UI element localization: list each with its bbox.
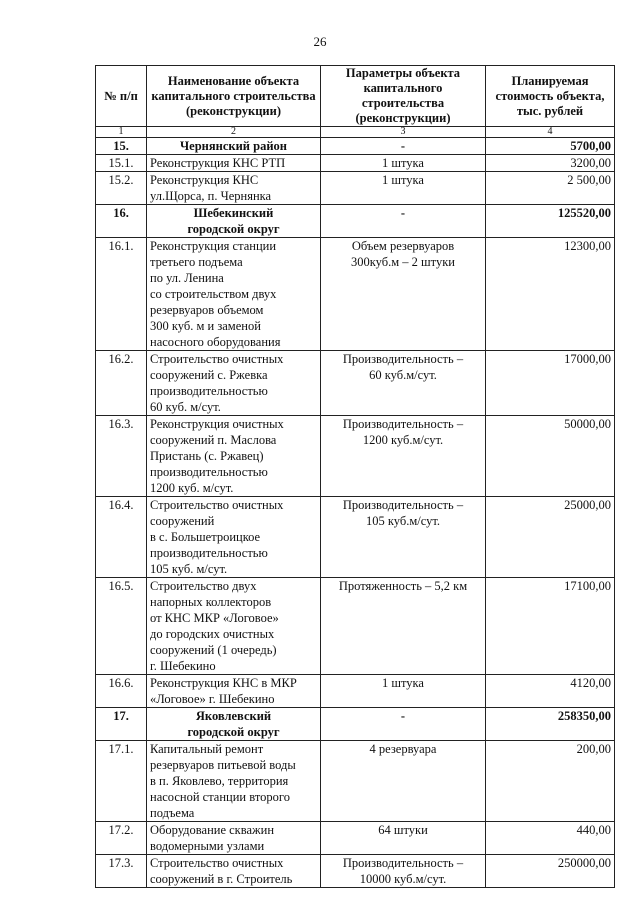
row-number: 15.2. [96, 172, 147, 205]
header-cost: Планируемая стоимость объекта, тыс. рублей [486, 66, 615, 127]
object-name: Реконструкция станции третьего подъема по ул. Ленина со строительством двух резервуаров объемом 300 куб. м и заменой насосного оборудования [147, 238, 321, 351]
object-parameters: Производительность – 10000 куб.м/сут. [321, 855, 486, 888]
object-name: Капитальный ремонт резервуаров питьевой воды в п. Яковлево, территория насосной станции второго подъема [147, 741, 321, 822]
object-parameters: Объем резервуаров 300куб.м – 2 штуки [321, 238, 486, 351]
row-number: 16.6. [96, 675, 147, 708]
objects-table [95, 65, 615, 888]
row-number: 16.2. [96, 351, 147, 416]
section-row [96, 138, 615, 155]
object-cost: 17000,00 [486, 351, 615, 416]
object-cost: 25000,00 [486, 497, 615, 578]
table-row [96, 238, 615, 351]
row-number: 16.3. [96, 416, 147, 497]
object-name: Реконструкция КНС в МКР «Логовое» г. Шебекино [147, 675, 321, 708]
row-number: 15.1. [96, 155, 147, 172]
object-parameters: - [321, 138, 486, 155]
table-row [96, 578, 615, 675]
column-number: 2 [147, 127, 321, 138]
page-number: 26 [313, 34, 327, 49]
object-cost: 12300,00 [486, 238, 615, 351]
object-cost: 17100,00 [486, 578, 615, 675]
column-number: 4 [486, 127, 615, 138]
object-cost: 4120,00 [486, 675, 615, 708]
object-parameters: 64 штуки [321, 822, 486, 855]
object-parameters: Производительность – 60 куб.м/сут. [321, 351, 486, 416]
object-parameters: Производительность – 105 куб.м/сут. [321, 497, 486, 578]
row-number: 16.1. [96, 238, 147, 351]
row-number: 16.4. [96, 497, 147, 578]
object-cost: 250000,00 [486, 855, 615, 888]
table-header-row [96, 66, 615, 127]
object-name: Яковлевский городской округ [147, 708, 321, 741]
table-row [96, 416, 615, 497]
table-row [96, 675, 615, 708]
object-name: Строительство очистных сооружений в с. Большетроицкое производительностью 105 куб. м/сут. [147, 497, 321, 578]
object-name: Оборудование скважин водомерными узлами [147, 822, 321, 855]
object-name: Строительство двух напорных коллекторов от КНС МКР «Логовое» до городских очистных сооружений (1 очередь) г. Шебекино [147, 578, 321, 675]
header-parameters: Параметры объекта капитального строительства (реконструкции) [321, 66, 486, 127]
object-parameters: 1 штука [321, 675, 486, 708]
object-name: Реконструкция КНС ул.Щорса, п. Чернянка [147, 172, 321, 205]
row-number: 17. [96, 708, 147, 741]
object-parameters: 1 штука [321, 172, 486, 205]
column-number: 3 [321, 127, 486, 138]
section-row [96, 708, 615, 741]
object-parameters: - [321, 708, 486, 741]
object-cost: 200,00 [486, 741, 615, 822]
header-number: № п/п [96, 66, 147, 127]
header-object-name: Наименование объекта капитального строительства (реконструкции) [147, 66, 321, 127]
row-number: 17.1. [96, 741, 147, 822]
table-row [96, 155, 615, 172]
object-parameters: 4 резервуара [321, 741, 486, 822]
column-numbers-row [96, 127, 615, 138]
object-name: Шебекинский городской округ [147, 205, 321, 238]
table-row [96, 741, 615, 822]
object-name: Строительство очистных сооружений с. Ржевка производительностью 60 куб. м/сут. [147, 351, 321, 416]
column-number: 1 [96, 127, 147, 138]
object-parameters: Производительность – 1200 куб.м/сут. [321, 416, 486, 497]
table-row [96, 351, 615, 416]
object-name: Чернянский район [147, 138, 321, 155]
object-parameters: - [321, 205, 486, 238]
object-name: Реконструкция КНС РТП [147, 155, 321, 172]
object-cost: 3200,00 [486, 155, 615, 172]
row-number: 17.2. [96, 822, 147, 855]
row-number: 16. [96, 205, 147, 238]
section-row [96, 205, 615, 238]
table-row [96, 497, 615, 578]
row-number: 16.5. [96, 578, 147, 675]
object-cost: 50000,00 [486, 416, 615, 497]
table-row [96, 822, 615, 855]
object-cost: 2 500,00 [486, 172, 615, 205]
table-row [96, 172, 615, 205]
object-cost: 258350,00 [486, 708, 615, 741]
row-number: 15. [96, 138, 147, 155]
object-name: Строительство очистных сооружений в г. Строитель [147, 855, 321, 888]
object-parameters: 1 штука [321, 155, 486, 172]
row-number: 17.3. [96, 855, 147, 888]
table-row [96, 855, 615, 888]
object-cost: 440,00 [486, 822, 615, 855]
object-cost: 5700,00 [486, 138, 615, 155]
object-cost: 125520,00 [486, 205, 615, 238]
object-name: Реконструкция очистных сооружений п. Маслова Пристань (с. Ржавец) производительностью 1200 куб. м/сут. [147, 416, 321, 497]
object-parameters: Протяженность – 5,2 км [321, 578, 486, 675]
